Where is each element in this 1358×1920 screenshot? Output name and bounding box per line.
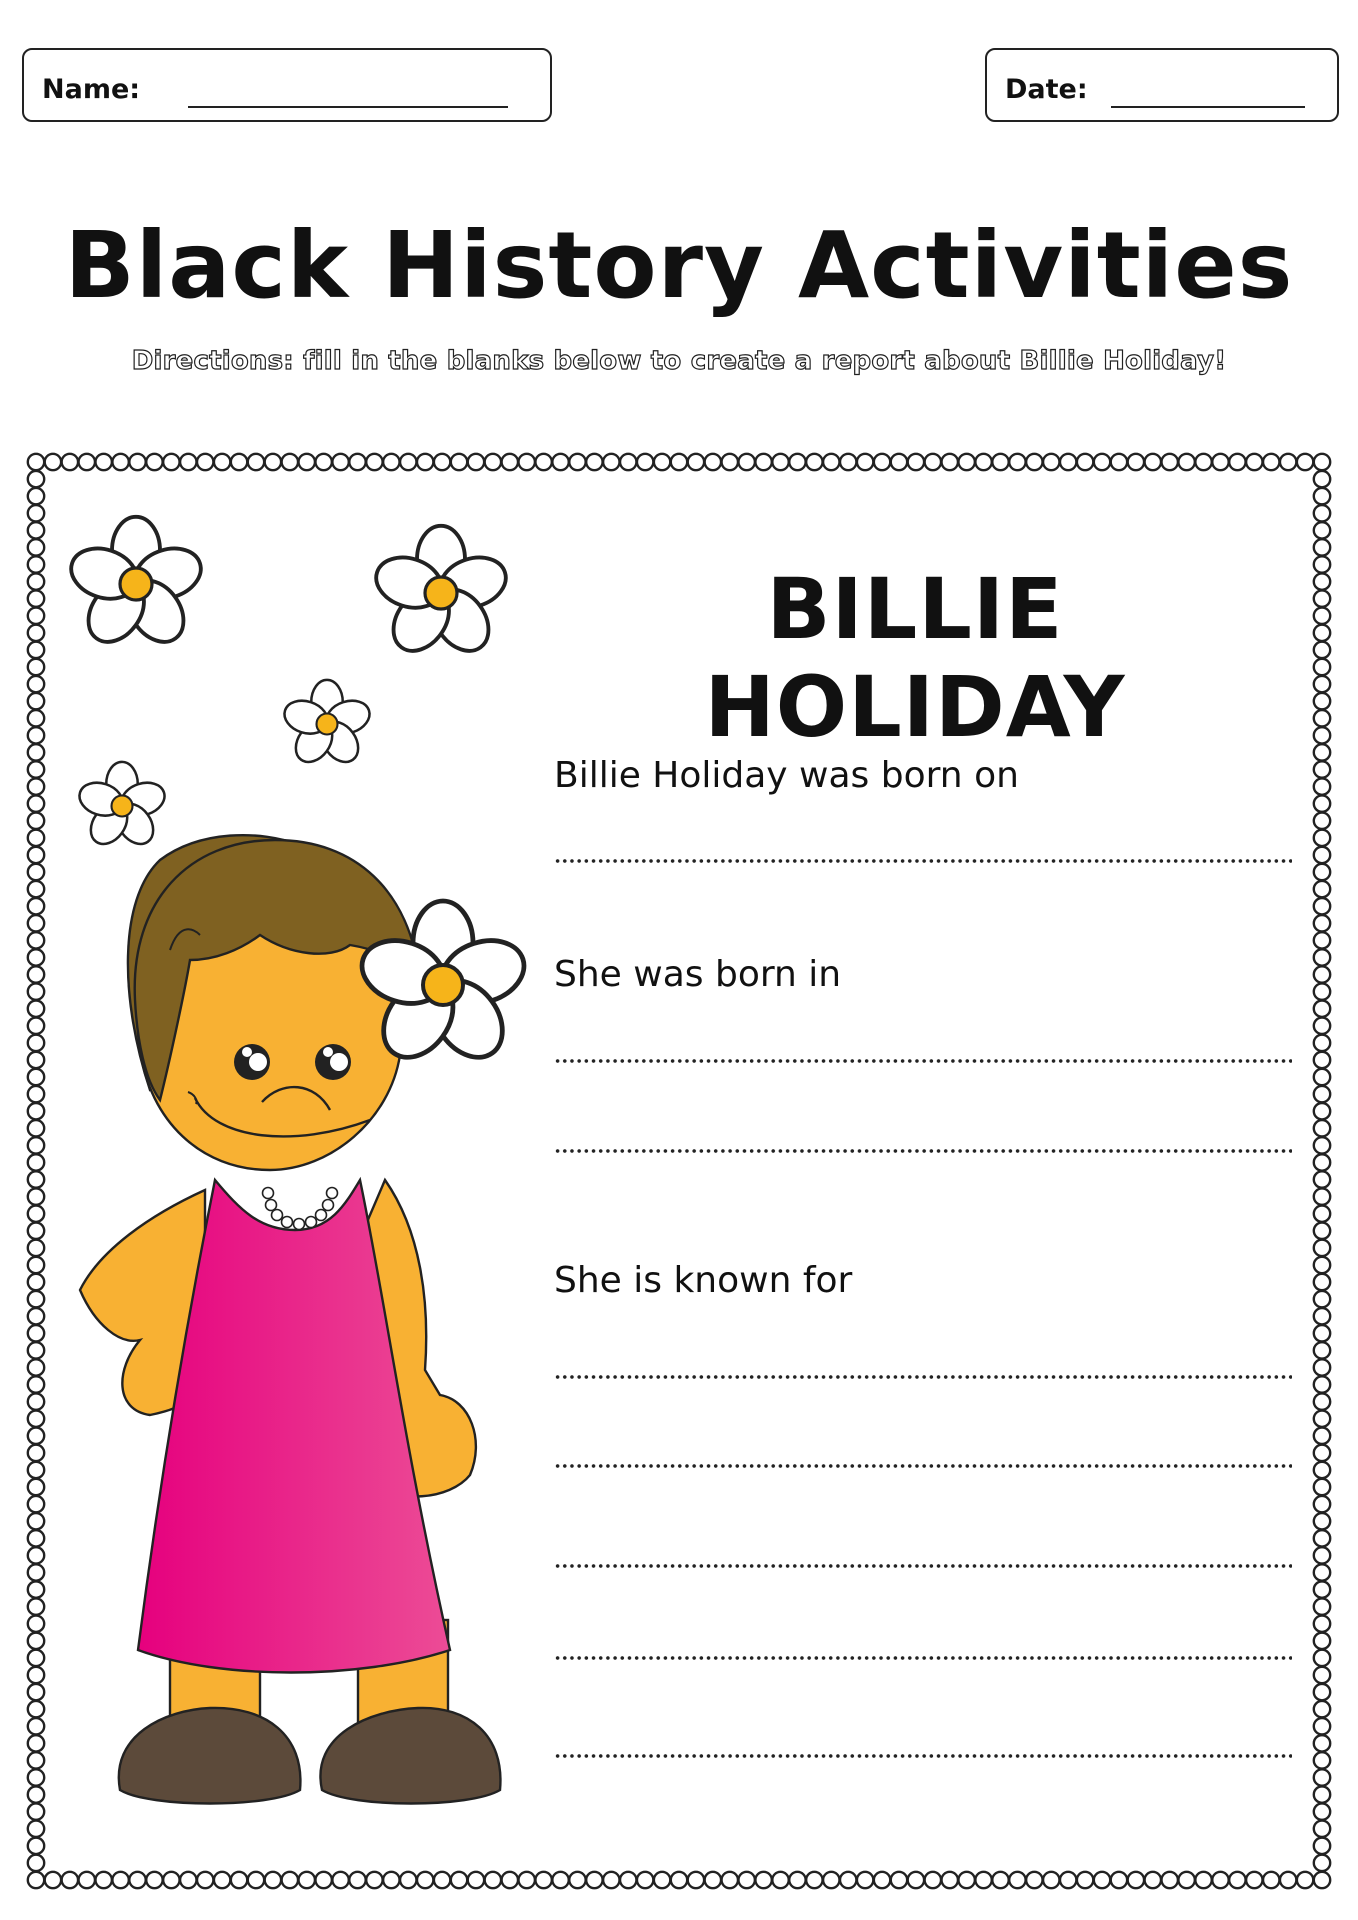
flower-icon [65, 517, 208, 653]
answer-line[interactable] [554, 859, 1292, 863]
answer-line[interactable] [554, 1149, 1292, 1153]
flower-icon [280, 680, 374, 769]
prompt-born-on: Billie Holiday was born on [554, 755, 1019, 796]
flower-icon [75, 762, 169, 851]
subject-heading: BILLIE HOLIDAY [704, 560, 1126, 756]
answer-line[interactable] [554, 1754, 1292, 1758]
name-label: Name: [42, 74, 141, 105]
answer-line[interactable] [554, 1564, 1292, 1568]
page-title: Black History Activities [64, 212, 1294, 319]
answer-line[interactable] [554, 1464, 1292, 1468]
answer-line[interactable] [554, 1059, 1292, 1063]
date-label: Date: [1005, 74, 1088, 105]
prompt-born-in: She was born in [554, 954, 842, 995]
flower-icon [370, 526, 513, 662]
answer-line[interactable] [554, 1375, 1292, 1379]
directions-text: Directions: fill in the blanks below to create a report about Billie Holiday! [131, 346, 1227, 376]
prompt-known-for: She is known for [554, 1260, 853, 1301]
answer-line[interactable] [554, 1656, 1292, 1660]
